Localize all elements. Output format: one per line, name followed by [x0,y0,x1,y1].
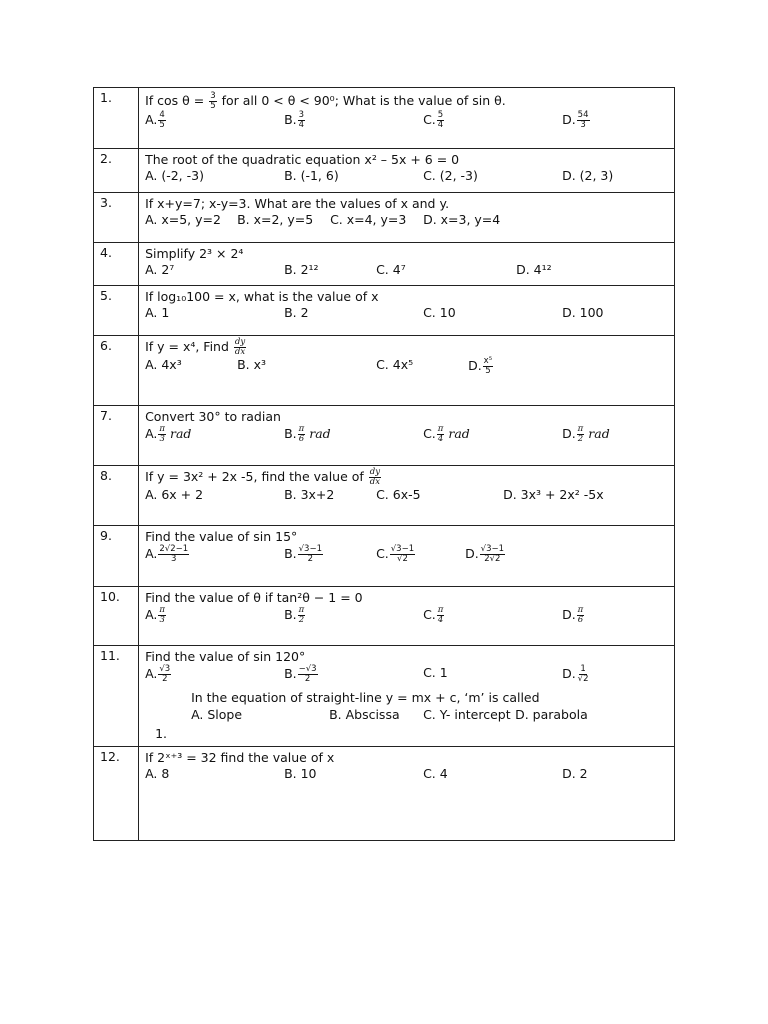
answer-option[interactable]: B. 10 [284,766,317,781]
option-letter: B. [284,666,297,681]
answer-option[interactable]: D. 4¹² [516,262,552,277]
fraction-numerator: π [159,605,165,615]
question-body [139,88,675,149]
answer-option[interactable] [145,111,167,130]
answer-options [145,305,670,323]
option-letter: B. [284,426,297,441]
question-body [139,747,675,841]
option-letter: A. [145,607,158,622]
question-text: If x+y=7; x-y=3. What are the values of x and y. [145,196,450,211]
answer-option[interactable] [284,425,331,444]
question-text-start: If cos θ = [145,93,209,108]
fraction-denominator: 2 [307,554,314,564]
question-row [94,587,675,646]
option-letter: B. [284,607,297,622]
option-letter: D. [468,358,482,373]
fraction-numerator: √3−1 [390,544,415,554]
question-number: 5. [94,286,139,336]
question-text: Find the value of sin 15° [145,529,298,544]
option-unit: rad [588,426,610,441]
answer-option[interactable]: B. (-1, 6) [284,168,339,183]
question-row [94,406,675,466]
fraction [390,545,415,564]
question-fraction [209,92,216,111]
fraction-denominator: √2 [577,674,589,684]
option-letter: C. [423,112,436,127]
answer-option[interactable]: C. 6x-5 [376,487,421,502]
fraction [577,425,585,444]
fraction [480,545,505,564]
answer-option[interactable]: B. 3x+2 [284,487,335,502]
answer-option[interactable] [423,111,445,130]
answer-option[interactable] [468,357,494,376]
question-number: 10. [94,587,139,646]
answer-option[interactable]: D. 100 [562,305,604,320]
answer-option[interactable]: B. x³ [237,357,266,372]
answer-option[interactable]: C. 4 [423,766,448,781]
fraction-denominator: 3 [171,554,177,564]
answer-option[interactable]: D. parabola [515,707,588,722]
option-letter: B. [284,112,297,127]
option-letter: C. [423,426,436,441]
embedded-list-number: 1. [155,726,167,741]
answer-option[interactable] [284,545,324,564]
fraction-denominator: 5 [159,120,165,130]
answer-option[interactable]: A. 2⁷ [145,262,175,277]
option-letter: D. [465,546,479,561]
answer-option[interactable]: D. 3x³ + 2x² -5x [503,487,604,502]
fraction-numerator: π [298,424,305,434]
fraction-denominator: 2 [577,434,584,444]
answer-options [145,545,670,569]
answer-option[interactable]: B. Abscissa [329,707,400,722]
answer-option[interactable]: A. 4x³ [145,357,182,372]
question-number: 2. [94,149,139,193]
answer-option[interactable] [423,425,470,444]
quiz-table [93,87,675,841]
answer-option[interactable]: A. x=5, y=2 [145,212,221,227]
question-text: If log₁₀100 = x, what is the value of x [145,289,379,304]
answer-option[interactable]: C. x=4, y=3 [330,212,407,227]
fraction-numerator: √3−1 [298,544,322,554]
fraction-denominator: √2 [397,554,408,564]
answer-option[interactable] [145,545,190,564]
question-text-start: If y = x⁴, Find [145,339,233,354]
fraction-numerator: π [298,605,305,615]
answer-option[interactable]: B. 2 [284,305,309,320]
answer-option[interactable] [145,425,191,444]
fraction [577,111,590,130]
question-text: Convert 30° to radian [145,409,281,424]
fraction-numerator: 2√2−1 [159,544,189,554]
fraction [158,665,171,684]
fraction-numerator: −√3 [298,664,317,674]
answer-option[interactable]: D. (2, 3) [562,168,614,183]
answer-options [145,425,670,449]
fraction-numerator: dy [234,337,246,347]
question-number: 4. [94,243,139,286]
fraction-numerator: x⁵ [483,356,493,366]
question-row [94,466,675,526]
option-unit: rad [309,426,331,441]
fraction-numerator: π [577,424,584,434]
fraction [577,665,590,684]
question-body [139,149,675,193]
fraction [298,606,306,625]
answer-options [145,357,670,381]
answer-options [145,111,670,135]
answer-option[interactable]: A. (-2, -3) [145,168,204,183]
option-letter: D. [562,426,576,441]
fraction-denominator: 4 [437,434,444,444]
answer-option[interactable]: D. 2 [562,766,588,781]
answer-options [145,606,670,630]
fraction [577,606,585,625]
answer-option[interactable] [284,606,306,625]
fraction-denominator: dx [234,347,246,357]
question-text: Simplify 2³ × 2⁴ [145,246,244,261]
question-body [139,193,675,243]
fraction-denominator: 4 [298,120,305,130]
answer-option[interactable] [465,545,506,564]
question-text-end: for all 0 < θ < 90⁰; What is the value of sin θ. [217,93,506,108]
fraction [437,111,444,130]
fraction [158,545,189,564]
answer-option[interactable]: C. (2, -3) [423,168,478,183]
answer-option[interactable]: C. Y- intercept [423,707,511,722]
question-row [94,243,675,286]
question-number: 1. [94,88,139,149]
question-number: 6. [94,336,139,406]
answer-option[interactable]: B. x=2, y=5 [237,212,314,227]
fraction-denominator: 3 [580,120,586,130]
answer-option[interactable]: A. Slope [191,707,243,722]
question-body [139,466,675,526]
option-unit: rad [169,426,192,441]
question-number: 7. [94,406,139,466]
embedded-answer-options [191,707,670,725]
question-text [145,468,670,487]
fraction [298,425,306,444]
answer-options [145,487,670,505]
fraction [158,606,166,625]
answer-options [145,665,670,689]
option-letter: C. [423,607,436,622]
question-text: The root of the quadratic equation x² – 5x + 6 = 0 [145,152,460,167]
fraction-numerator: π [437,424,444,434]
fraction-denominator: 6 [577,615,584,625]
option-letter: D. [562,666,576,681]
fraction-numerator: π [437,605,444,615]
question-row [94,336,675,406]
question-text-start: If y = 3x² + 2x -5, find the value of [145,469,368,484]
fraction-numerator: √3−1 [480,544,505,554]
answer-option[interactable] [145,665,172,684]
question-number: 9. [94,526,139,587]
question-text: If 2ˣ⁺³ = 32 find the value of x [145,750,335,765]
answer-option[interactable] [376,545,416,564]
option-letter: A. [145,112,158,127]
embedded-question-text: In the equation of straight-line y = mx + c, ‘m’ is called [191,690,540,705]
answer-option[interactable] [284,111,306,130]
question-row [94,286,675,336]
question-number: 3. [94,193,139,243]
question-body [139,406,675,466]
answer-option[interactable]: C. 4⁷ [376,262,406,277]
question-row [94,526,675,587]
question-text [145,92,670,111]
answer-options [145,168,670,186]
answer-option[interactable]: C. 10 [423,305,456,320]
fraction-denominator: 4 [437,120,444,130]
question-body [139,336,675,406]
fraction [158,425,166,444]
question-number: 11. [94,646,139,747]
fraction-numerator: 1 [580,664,586,674]
fraction-numerator: 3 [210,91,216,101]
answer-option[interactable]: C. 1 [423,665,448,680]
answer-option[interactable]: A. 1 [145,305,170,320]
fraction-denominator: 2 [304,674,311,684]
fraction-denominator: 3 [159,434,165,444]
question-row [94,88,675,149]
fraction [298,545,323,564]
option-letter: A. [145,666,158,681]
fraction-denominator: 5 [485,366,491,376]
question-body [139,646,675,747]
option-letter: B. [284,546,297,561]
option-letter: D. [562,112,576,127]
option-unit: rad [448,426,470,441]
fraction-denominator: 3 [159,615,165,625]
option-letter: C. [376,546,389,561]
fraction-numerator: √3 [159,664,171,674]
fraction-denominator: 2√2 [484,554,501,564]
question-text [145,338,670,357]
fraction-denominator: 2 [298,615,305,625]
question-text: Find the value of sin 120° [145,649,306,664]
option-letter: A. [145,426,158,441]
question-row [94,193,675,243]
question-fraction [234,338,246,357]
answer-options [145,766,670,784]
fraction [298,111,305,130]
answer-option[interactable] [562,665,590,684]
answer-option[interactable] [562,425,610,444]
fraction [437,425,445,444]
answer-option[interactable]: A. 8 [145,766,170,781]
fraction-numerator: π [159,424,165,434]
answer-option[interactable]: C. 4x⁵ [376,357,414,372]
answer-option[interactable] [562,111,590,130]
question-row [94,747,675,841]
question-fraction [369,468,381,487]
question-body [139,286,675,336]
question-row [94,646,675,747]
fraction [483,357,493,376]
answer-option[interactable] [423,606,445,625]
option-letter: A. [145,546,158,561]
answer-option[interactable]: A. 6x + 2 [145,487,204,502]
question-body [139,243,675,286]
question-number: 12. [94,747,139,841]
fraction [437,606,445,625]
fraction-denominator: 2 [162,674,168,684]
answer-options [145,262,670,280]
fraction-denominator: 4 [437,615,444,625]
option-letter: D. [562,607,576,622]
answer-option[interactable] [562,606,585,625]
question-number: 8. [94,466,139,526]
answer-option[interactable]: B. 2¹² [284,262,319,277]
fraction-numerator: 5 [437,110,444,120]
answer-option[interactable] [284,665,319,684]
fraction-numerator: 3 [298,110,305,120]
fraction-numerator: dy [369,467,381,477]
fraction-denominator: dx [369,477,381,487]
fraction-numerator: π [577,605,584,615]
question-body [139,526,675,587]
question-row [94,149,675,193]
question-body [139,587,675,646]
fraction-denominator: 6 [298,434,305,444]
fraction-denominator: 5 [210,101,216,111]
fraction [298,665,318,684]
answer-options [145,212,670,230]
fraction-numerator: 4 [159,110,165,120]
question-text: Find the value of θ if tan²θ − 1 = 0 [145,590,363,605]
fraction [158,111,165,130]
answer-option[interactable]: D. x=3, y=4 [423,212,501,227]
answer-option[interactable] [145,606,167,625]
fraction-numerator: 54 [577,110,589,120]
